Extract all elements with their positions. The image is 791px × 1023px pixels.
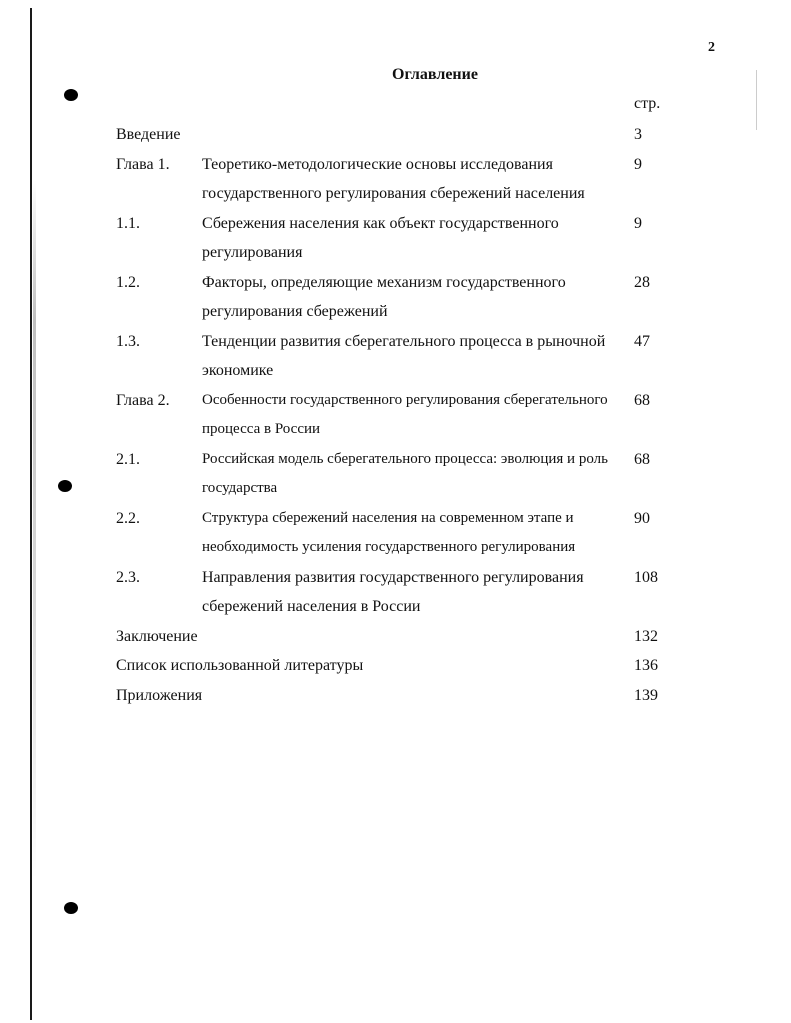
toc-entry-text: Структура сбережений населения на современном этапе и необходимость усиления государственного регулирования bbox=[202, 509, 576, 555]
toc-entry-number: 2.2. bbox=[116, 509, 140, 527]
toc-entry-number: 2.1. bbox=[116, 450, 140, 468]
toc-entry-number: Глава 1. bbox=[116, 155, 170, 173]
toc-entry-2-2[interactable] bbox=[116, 504, 676, 563]
toc-entry-page: 136 bbox=[634, 657, 658, 674]
toc-entry-page: 3 bbox=[634, 126, 642, 143]
toc-entry-text: Теоретико-методологические основы исследования государственного регулирования сбережений населения bbox=[202, 155, 585, 202]
toc-entry-text: Тенденции развития сберегательного процесса в рыночной экономике bbox=[202, 332, 606, 379]
toc-entry-1-3[interactable] bbox=[116, 327, 676, 386]
toc-entry-references[interactable] bbox=[116, 651, 676, 681]
toc-entry-text: Приложения bbox=[116, 686, 203, 704]
toc-entry-page: 68 bbox=[634, 391, 650, 409]
toc-entry-number: 2.3. bbox=[116, 568, 140, 586]
page-column-header: стр. bbox=[634, 95, 661, 112]
toc-entry-chapter-2[interactable] bbox=[116, 386, 676, 445]
toc-entry-appendices[interactable] bbox=[116, 681, 676, 711]
punch-hole-icon bbox=[58, 480, 72, 492]
toc-entry-number: Глава 2. bbox=[116, 391, 170, 409]
toc-entry-conclusion[interactable] bbox=[116, 622, 676, 652]
table-of-contents bbox=[116, 120, 676, 710]
toc-entry-number: 1.3. bbox=[116, 332, 140, 350]
toc-entry-text: Заключение bbox=[116, 627, 198, 645]
scan-shadow bbox=[33, 180, 36, 880]
toc-entry-page: 139 bbox=[634, 686, 658, 704]
toc-entry-page: 108 bbox=[634, 568, 658, 586]
toc-entry-text: Направления развития государственного регулирования сбережений населения в России bbox=[202, 568, 584, 615]
toc-entry-chapter-1[interactable] bbox=[116, 150, 676, 209]
punch-hole-icon bbox=[64, 89, 78, 101]
toc-entry-page: 132 bbox=[634, 627, 658, 645]
page-title: Оглавление bbox=[392, 66, 478, 83]
toc-entry-2-1[interactable] bbox=[116, 445, 676, 504]
toc-entry-text: Список использованной литературы bbox=[116, 657, 364, 674]
toc-entry-text: Введение bbox=[116, 126, 181, 143]
toc-entry-number: 1.1. bbox=[116, 214, 140, 232]
toc-entry-text: Факторы, определяющие механизм государственного регулирования сбережений bbox=[202, 273, 566, 320]
toc-entry-number: 1.2. bbox=[116, 273, 140, 291]
toc-entry-1-1[interactable] bbox=[116, 209, 676, 268]
toc-entry-text: Российская модель сберегательного процесса: эволюция и роль государства bbox=[202, 450, 608, 496]
punch-hole-icon bbox=[64, 902, 78, 914]
scan-left-edge bbox=[30, 8, 32, 1020]
toc-entry-page: 28 bbox=[634, 273, 650, 291]
toc-entry-1-2[interactable] bbox=[116, 268, 676, 327]
toc-entry-page: 68 bbox=[634, 450, 650, 468]
toc-entry-2-3[interactable] bbox=[116, 563, 676, 622]
toc-entry-page: 9 bbox=[634, 214, 642, 232]
toc-entry-page: 9 bbox=[634, 155, 642, 173]
toc-entry-introduction[interactable] bbox=[116, 120, 676, 150]
page-number: 2 bbox=[708, 40, 715, 55]
toc-entry-page: 90 bbox=[634, 509, 650, 527]
toc-entry-text: Особенности государственного регулирования сберегательного процесса в России bbox=[202, 391, 608, 437]
toc-entry-text: Сбережения населения как объект государственного регулирования bbox=[202, 214, 559, 261]
toc-entry-page: 47 bbox=[634, 332, 650, 350]
